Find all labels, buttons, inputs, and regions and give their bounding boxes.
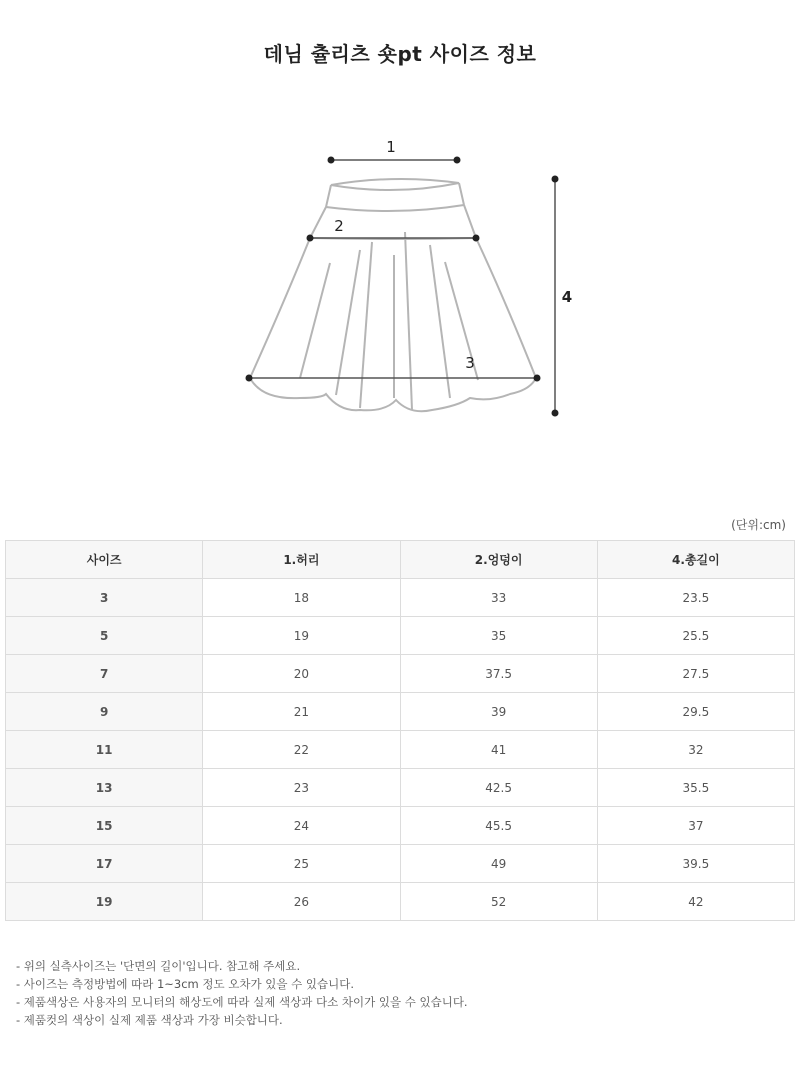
waist-cell: 25 xyxy=(203,845,400,883)
waist-cell: 21 xyxy=(203,693,400,731)
hip-cell: 33 xyxy=(400,579,597,617)
hip-cell: 41 xyxy=(400,731,597,769)
table-row xyxy=(6,693,795,731)
note-line: - 제품컷의 색상이 실제 제품 색상과 가장 비슷합니다. xyxy=(16,1013,283,1027)
length-cell: 42 xyxy=(597,883,794,921)
waist-cell: 22 xyxy=(203,731,400,769)
measure-hip xyxy=(307,235,480,242)
size-cell: 7 xyxy=(6,655,203,693)
table-row xyxy=(6,807,795,845)
size-cell: 13 xyxy=(6,769,203,807)
table-row xyxy=(6,655,795,693)
column-header: 4.총길이 xyxy=(597,541,794,579)
hip-cell: 37.5 xyxy=(400,655,597,693)
size-table xyxy=(5,540,795,921)
length-cell: 35.5 xyxy=(597,769,794,807)
column-header: 사이즈 xyxy=(6,541,203,579)
length-cell: 23.5 xyxy=(597,579,794,617)
size-cell: 17 xyxy=(6,845,203,883)
size-cell: 3 xyxy=(6,579,203,617)
table-row xyxy=(6,769,795,807)
note-line: - 위의 실측사이즈는 '단면의 길이'입니다. 참고해 주세요. xyxy=(16,959,301,973)
size-cell: 15 xyxy=(6,807,203,845)
length-cell: 25.5 xyxy=(597,617,794,655)
hip-cell: 45.5 xyxy=(400,807,597,845)
hip-cell: 35 xyxy=(400,617,597,655)
hip-cell: 39 xyxy=(400,693,597,731)
measure-label-3: 3 xyxy=(465,354,475,372)
skirt-measurement-diagram xyxy=(0,120,800,440)
hip-cell: 52 xyxy=(400,883,597,921)
hip-cell: 42.5 xyxy=(400,769,597,807)
table-row xyxy=(6,883,795,921)
length-cell: 37 xyxy=(597,807,794,845)
waist-cell: 20 xyxy=(203,655,400,693)
unit-label: (단위:cm) xyxy=(731,518,786,532)
waist-cell: 26 xyxy=(203,883,400,921)
waist-cell: 19 xyxy=(203,617,400,655)
table-row xyxy=(6,617,795,655)
page-title: 데님 츌리츠 숏pt 사이즈 정보 xyxy=(263,42,537,66)
size-cell: 5 xyxy=(6,617,203,655)
measure-label-4: 4 xyxy=(561,288,573,306)
size-cell: 19 xyxy=(6,883,203,921)
table-row xyxy=(6,579,795,617)
table-header-row xyxy=(6,541,795,579)
measure-label-1: 1 xyxy=(386,138,396,156)
size-notes xyxy=(16,957,468,1029)
waist-cell: 24 xyxy=(203,807,400,845)
note-line: - 제품색상은 사용자의 모니터의 해상도에 따라 실제 색상과 다소 차이가 있을 수 있습니다. xyxy=(16,995,468,1009)
measure-label-2: 2 xyxy=(334,217,344,235)
table-row xyxy=(6,731,795,769)
measure-length xyxy=(552,176,559,417)
measure-waist xyxy=(328,157,461,164)
length-cell: 27.5 xyxy=(597,655,794,693)
skirt-illustration xyxy=(250,179,536,411)
table-row xyxy=(6,845,795,883)
hip-cell: 49 xyxy=(400,845,597,883)
column-header: 2.엉덩이 xyxy=(400,541,597,579)
size-cell: 11 xyxy=(6,731,203,769)
length-cell: 39.5 xyxy=(597,845,794,883)
length-cell: 32 xyxy=(597,731,794,769)
waist-cell: 18 xyxy=(203,579,400,617)
note-line: - 사이즈는 측정방법에 따라 1~3cm 정도 오차가 있을 수 있습니다. xyxy=(16,977,355,991)
column-header: 1.허리 xyxy=(203,541,400,579)
size-cell: 9 xyxy=(6,693,203,731)
length-cell: 29.5 xyxy=(597,693,794,731)
waist-cell: 23 xyxy=(203,769,400,807)
